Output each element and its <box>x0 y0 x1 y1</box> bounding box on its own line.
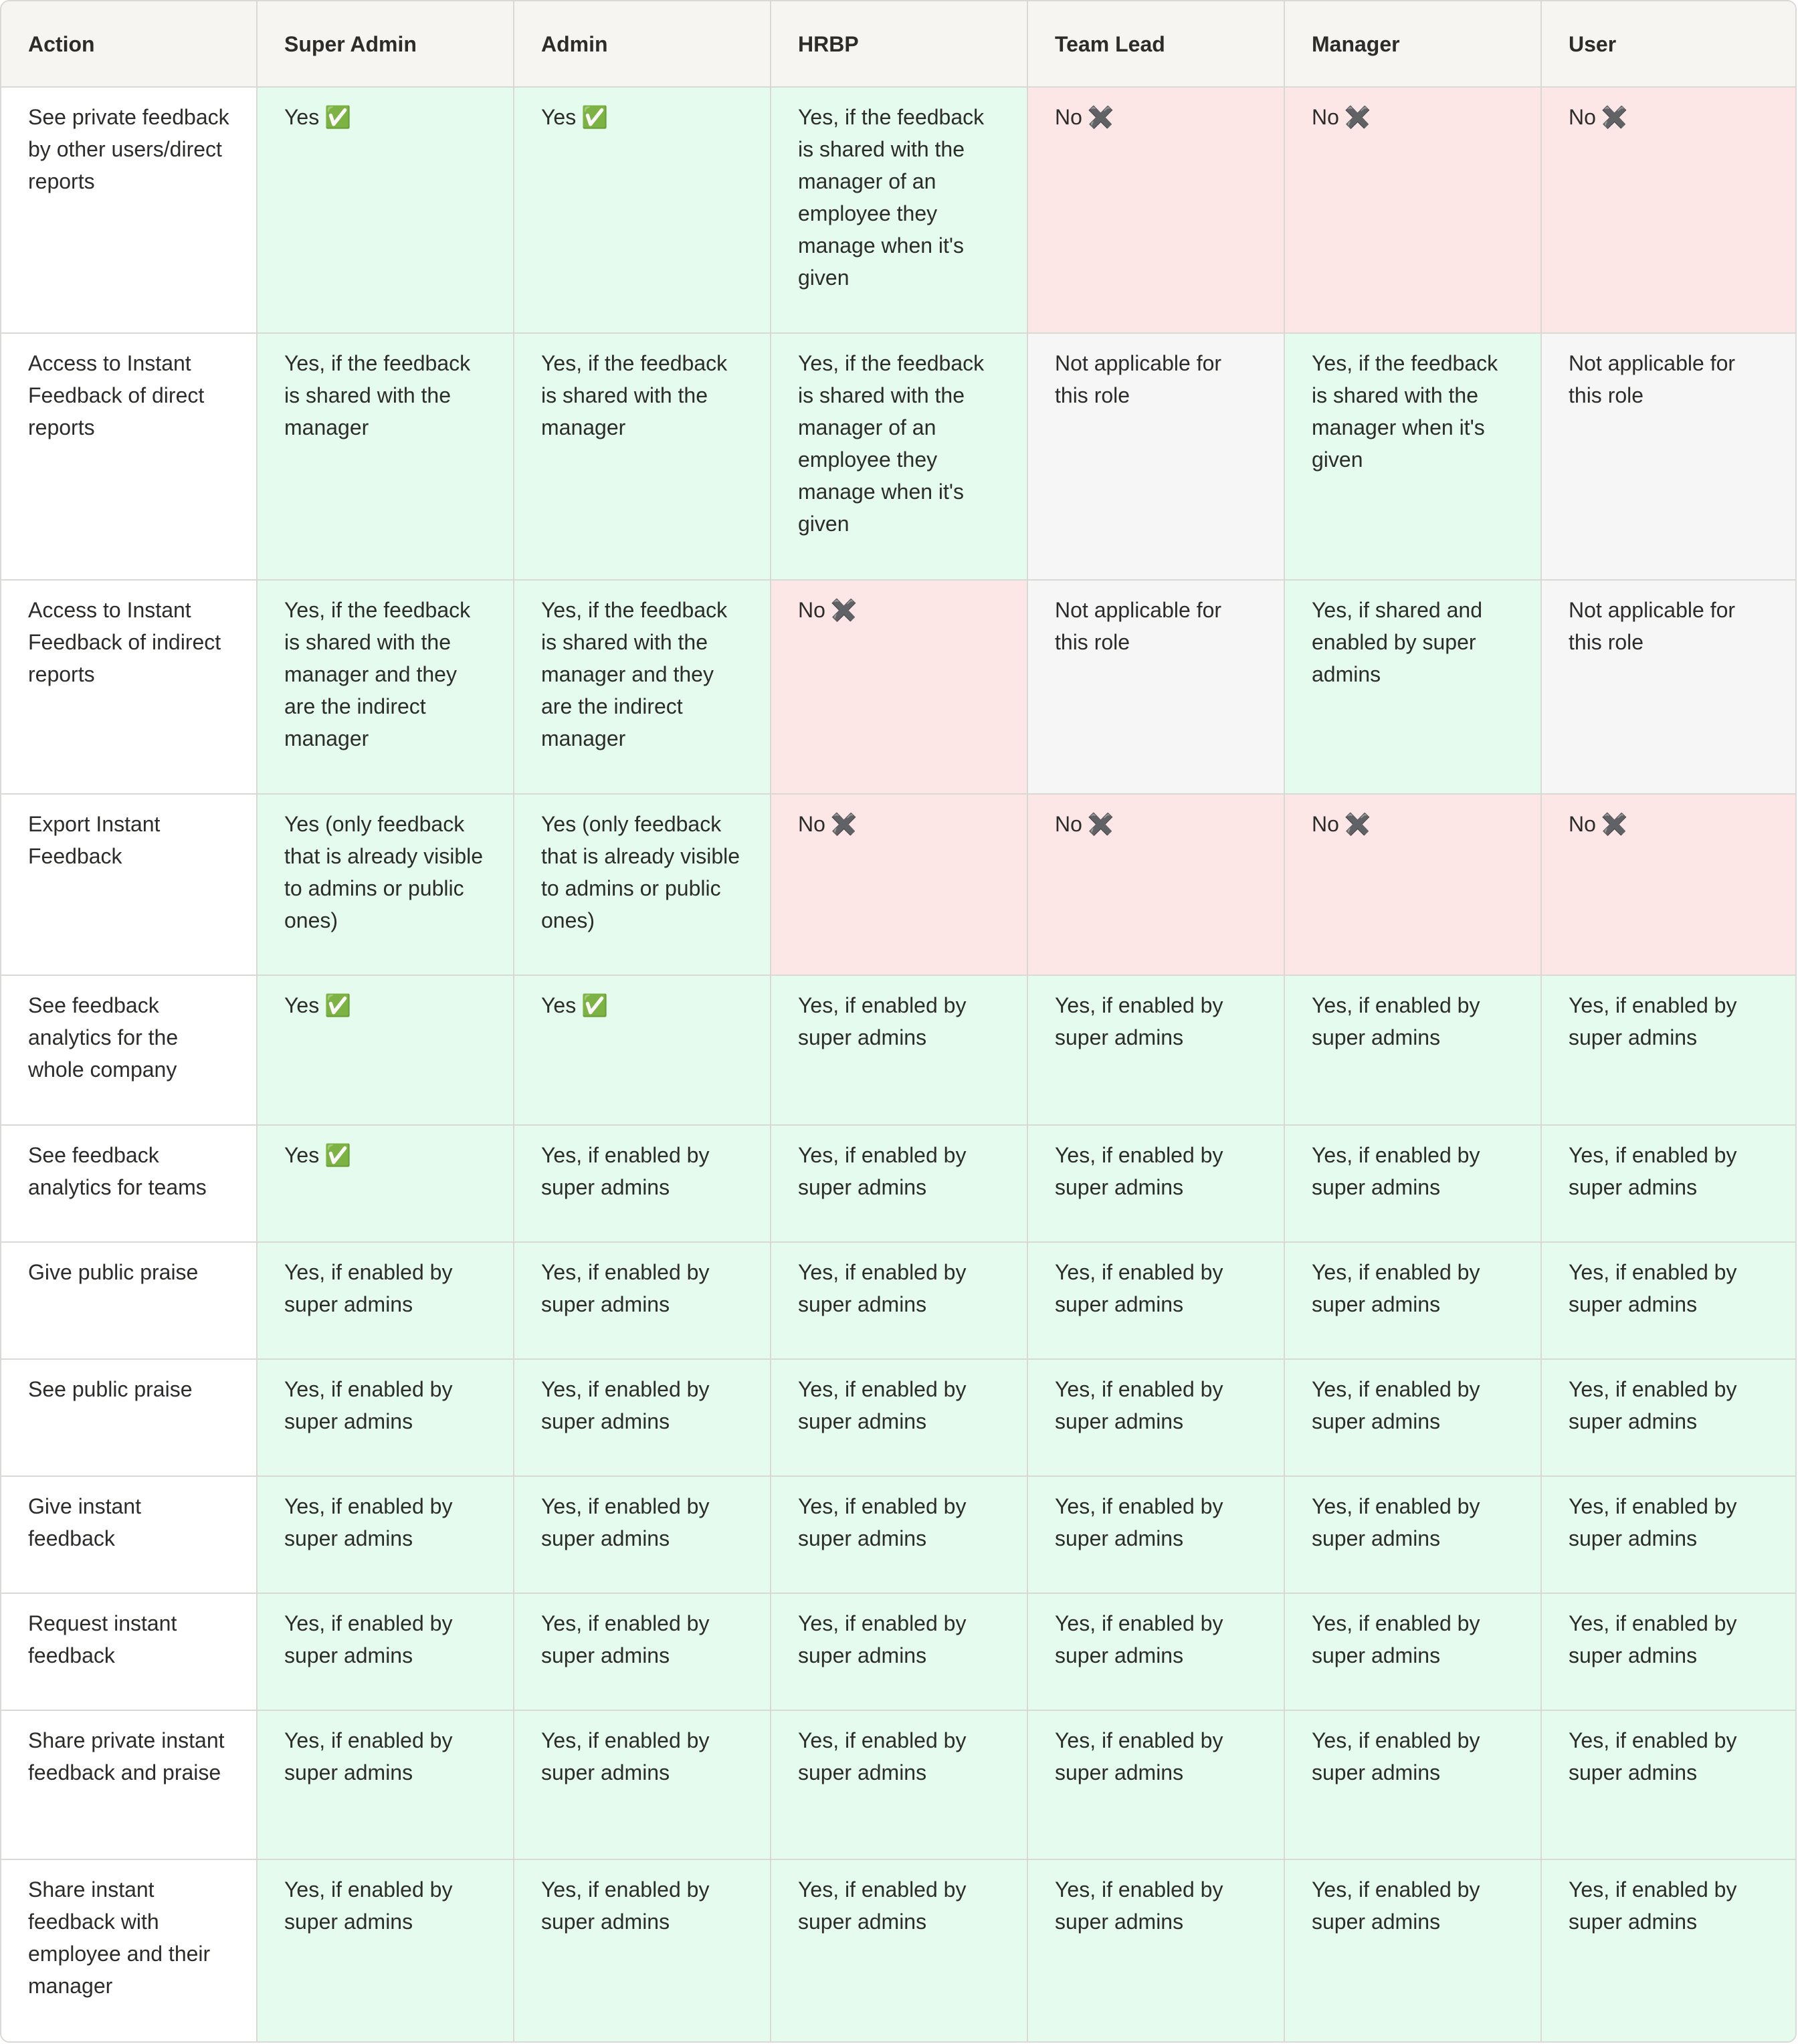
permission-text: Yes <box>284 1142 320 1167</box>
permission-text: No <box>1569 811 1596 836</box>
permission-cell-manager <box>1284 1242 1541 1359</box>
action-label: Share private instant feedback and praise <box>28 1728 225 1784</box>
permission-text: Yes, if enabled by super admins <box>541 1611 710 1667</box>
permission-text: Yes, if enabled by super admins <box>1312 1142 1480 1199</box>
permission-text: Yes, if enabled by super admins <box>1055 1494 1223 1550</box>
table-header <box>1 1 1797 87</box>
permission-cell-manager <box>1284 580 1541 794</box>
permission-cell-hrbp <box>771 1593 1027 1710</box>
permission-cell-team-lead <box>1027 975 1284 1124</box>
permission-cell-team-lead <box>1027 1242 1284 1359</box>
permission-text: Yes, if enabled by super admins <box>1312 993 1480 1050</box>
permission-text: Yes, if enabled by super admins <box>284 1376 453 1433</box>
permission-text: Yes, if enabled by super admins <box>1569 1259 1737 1316</box>
permission-text: Yes <box>284 993 320 1018</box>
permission-text: Yes, if the feedback is shared with the manager and they are the indirect manager <box>284 597 471 750</box>
permission-cell-manager <box>1284 87 1541 333</box>
permission-cell-admin <box>514 1476 771 1593</box>
check-mark-icon: ✅ <box>324 993 352 1018</box>
permission-text: Yes, if enabled by super admins <box>1055 1611 1223 1667</box>
permission-cell-team-lead <box>1027 87 1284 333</box>
column-header-team-lead: Team Lead <box>1027 1 1284 87</box>
check-mark-icon: ✅ <box>581 993 609 1018</box>
permission-text: Yes, if enabled by super admins <box>1569 1142 1737 1199</box>
permission-cell-manager <box>1284 1593 1541 1710</box>
permission-text: Yes, if the feedback is shared with the manager when it's given <box>1312 351 1498 472</box>
permission-cell-super-admin <box>257 1710 514 1859</box>
column-header-hrbp: HRBP <box>771 1 1027 87</box>
action-label: Give public praise <box>28 1259 199 1284</box>
permission-cell-super-admin <box>257 580 514 794</box>
permission-text: Yes, if enabled by super admins <box>1312 1376 1480 1433</box>
permission-text: Yes, if enabled by super admins <box>798 1142 967 1199</box>
permission-text: Yes, if the feedback is shared with the manager of an employee they manage when it's given <box>798 105 985 290</box>
permission-cell-user <box>1541 1359 1797 1476</box>
permission-text: No <box>798 811 825 836</box>
permission-text: Yes <box>541 993 577 1018</box>
permission-cell-super-admin <box>257 1859 514 2041</box>
permission-cell-team-lead <box>1027 333 1284 579</box>
permission-text: No <box>1055 811 1082 836</box>
table-row <box>1 1125 1797 1242</box>
permission-text: No <box>1312 811 1339 836</box>
table-row <box>1 975 1797 1124</box>
table-row <box>1 794 1797 976</box>
permission-text: Yes, if enabled by super admins <box>1569 1494 1737 1550</box>
permission-cell-team-lead <box>1027 1710 1284 1859</box>
action-cell <box>1 1593 257 1710</box>
action-cell <box>1 1242 257 1359</box>
permission-cell-admin <box>514 1710 771 1859</box>
cross-mark-icon: ✖️ <box>1344 811 1371 836</box>
header-row <box>1 1 1797 87</box>
permission-cell-hrbp <box>771 87 1027 333</box>
permission-cell-team-lead <box>1027 794 1284 976</box>
permission-text: Yes <box>284 105 320 129</box>
permission-cell-super-admin <box>257 333 514 579</box>
check-mark-icon: ✅ <box>324 1142 352 1167</box>
permission-cell-team-lead <box>1027 1125 1284 1242</box>
action-cell <box>1 1476 257 1593</box>
action-cell <box>1 1859 257 2041</box>
table-row <box>1 333 1797 579</box>
permission-cell-manager <box>1284 1859 1541 2041</box>
permission-cell-team-lead <box>1027 1859 1284 2041</box>
permission-cell-manager <box>1284 1359 1541 1476</box>
permission-text: No <box>1312 105 1339 129</box>
permission-text: Yes, if enabled by super admins <box>798 993 967 1050</box>
permission-cell-hrbp <box>771 1859 1027 2041</box>
permission-cell-hrbp <box>771 580 1027 794</box>
cross-mark-icon: ✖️ <box>1601 811 1628 836</box>
permission-text: Yes, if enabled by super admins <box>284 1259 453 1316</box>
permission-cell-super-admin <box>257 1242 514 1359</box>
permission-cell-manager <box>1284 333 1541 579</box>
permission-text: Yes, if enabled by super admins <box>1312 1611 1480 1667</box>
action-cell <box>1 975 257 1124</box>
action-label: See private feedback by other users/direct reports <box>28 105 229 193</box>
action-cell <box>1 794 257 976</box>
action-label: Request instant feedback <box>28 1611 177 1667</box>
permission-cell-admin <box>514 1359 771 1476</box>
action-label: Access to Instant Feedback of direct reports <box>28 351 205 440</box>
cross-mark-icon: ✖️ <box>1087 105 1114 129</box>
permission-text: Yes, if the feedback is shared with the manager of an employee they manage when it's given <box>798 351 985 536</box>
permission-text: Yes, if enabled by super admins <box>1055 993 1223 1050</box>
permission-text: Yes <box>541 105 577 129</box>
permission-text: Yes, if enabled by super admins <box>1055 1877 1223 1934</box>
action-cell <box>1 1710 257 1859</box>
column-header-action: Action <box>1 1 257 87</box>
permission-cell-hrbp <box>771 1359 1027 1476</box>
permission-cell-hrbp <box>771 1476 1027 1593</box>
permission-cell-manager <box>1284 794 1541 976</box>
permission-cell-super-admin <box>257 1359 514 1476</box>
permission-cell-super-admin <box>257 1125 514 1242</box>
permission-text: Yes, if enabled by super admins <box>1312 1494 1480 1550</box>
permission-text: Yes, if the feedback is shared with the manager <box>541 351 728 440</box>
permission-text: Yes, if enabled by super admins <box>798 1728 967 1784</box>
permission-text: No <box>1569 105 1596 129</box>
permission-cell-super-admin <box>257 1476 514 1593</box>
table-row <box>1 1859 1797 2041</box>
permission-text: Yes, if enabled by super admins <box>1055 1728 1223 1784</box>
action-label: See feedback analytics for the whole company <box>28 993 179 1082</box>
permission-cell-super-admin <box>257 975 514 1124</box>
permission-text: Yes, if enabled by super admins <box>798 1376 967 1433</box>
permission-cell-admin <box>514 975 771 1124</box>
permission-cell-team-lead <box>1027 1593 1284 1710</box>
permission-cell-manager <box>1284 1476 1541 1593</box>
action-cell <box>1 87 257 333</box>
permission-text: Yes, if enabled by super admins <box>798 1877 967 1934</box>
permission-text: Yes, if enabled by super admins <box>1055 1376 1223 1433</box>
permission-text: Yes, if enabled by super admins <box>798 1259 967 1316</box>
permission-text: Not applicable for this role <box>1569 597 1736 654</box>
table-row <box>1 1359 1797 1476</box>
permission-text: Yes, if enabled by super admins <box>798 1494 967 1550</box>
permission-text: No <box>798 597 825 622</box>
permission-cell-admin <box>514 794 771 976</box>
permission-text: Yes, if enabled by super admins <box>541 1494 710 1550</box>
permission-cell-manager <box>1284 1710 1541 1859</box>
action-label: Access to Instant Feedback of indirect reports <box>28 597 221 686</box>
permission-cell-hrbp <box>771 1125 1027 1242</box>
permission-cell-super-admin <box>257 87 514 333</box>
permission-cell-hrbp <box>771 975 1027 1124</box>
permission-text: Yes (only feedback that is already visible to admins or public ones) <box>284 811 484 932</box>
table-body <box>1 87 1797 2041</box>
table-row <box>1 87 1797 333</box>
permission-cell-user <box>1541 1242 1797 1359</box>
permission-text: Yes, if enabled by super admins <box>1569 1877 1737 1934</box>
permission-text: Yes, if enabled by super admins <box>1569 993 1737 1050</box>
permission-text: Yes, if enabled by super admins <box>1312 1259 1480 1316</box>
permission-text: Not applicable for this role <box>1569 351 1736 408</box>
permission-text: Yes, if enabled by super admins <box>284 1611 453 1667</box>
permission-text: Yes (only feedback that is already visible to admins or public ones) <box>541 811 740 932</box>
permission-text: Yes, if enabled by super admins <box>1569 1376 1737 1433</box>
permission-text: No <box>1055 105 1082 129</box>
action-label: See public praise <box>28 1376 193 1401</box>
action-label: Share instant feedback with employee and their manager <box>28 1877 211 1999</box>
action-cell <box>1 1125 257 1242</box>
permission-text: Yes, if enabled by super admins <box>1569 1728 1737 1784</box>
permission-text: Yes, if enabled by super admins <box>284 1728 453 1784</box>
permissions-table <box>1 1 1797 2041</box>
permission-cell-user <box>1541 1859 1797 2041</box>
permission-cell-user <box>1541 580 1797 794</box>
permission-text: Yes, if enabled by super admins <box>541 1877 710 1934</box>
column-header-super-admin: Super Admin <box>257 1 514 87</box>
permission-text: Yes, if enabled by super admins <box>284 1494 453 1550</box>
table-row <box>1 1242 1797 1359</box>
cross-mark-icon: ✖️ <box>1601 105 1628 129</box>
action-cell <box>1 580 257 794</box>
cross-mark-icon: ✖️ <box>830 597 858 622</box>
permission-cell-user <box>1541 87 1797 333</box>
permission-text: Yes, if enabled by super admins <box>1569 1611 1737 1667</box>
permission-cell-hrbp <box>771 1242 1027 1359</box>
permission-cell-admin <box>514 1242 771 1359</box>
cross-mark-icon: ✖️ <box>1087 811 1114 836</box>
table-row <box>1 580 1797 794</box>
permission-cell-user <box>1541 794 1797 976</box>
permission-text: Yes, if the feedback is shared with the manager <box>284 351 471 440</box>
permission-cell-team-lead <box>1027 1476 1284 1593</box>
permission-cell-manager <box>1284 975 1541 1124</box>
permission-cell-admin <box>514 1125 771 1242</box>
permission-text: Yes, if enabled by super admins <box>798 1611 967 1667</box>
permission-text: Yes, if enabled by super admins <box>1055 1259 1223 1316</box>
permission-cell-hrbp <box>771 333 1027 579</box>
permission-cell-hrbp <box>771 794 1027 976</box>
permission-text: Yes, if enabled by super admins <box>541 1142 710 1199</box>
permission-text: Yes, if enabled by super admins <box>1312 1728 1480 1784</box>
permission-text: Not applicable for this role <box>1055 351 1222 408</box>
table-row <box>1 1476 1797 1593</box>
check-mark-icon: ✅ <box>324 105 352 129</box>
column-header-manager: Manager <box>1284 1 1541 87</box>
permission-text: Yes, if shared and enabled by super admins <box>1312 597 1482 686</box>
permission-cell-user <box>1541 1710 1797 1859</box>
permission-cell-manager <box>1284 1125 1541 1242</box>
check-mark-icon: ✅ <box>581 105 609 129</box>
permission-cell-admin <box>514 333 771 579</box>
permission-cell-admin <box>514 580 771 794</box>
permission-cell-user <box>1541 975 1797 1124</box>
permission-cell-super-admin <box>257 794 514 976</box>
permission-cell-hrbp <box>771 1710 1027 1859</box>
table-row <box>1 1710 1797 1859</box>
permission-text: Yes, if enabled by super admins <box>284 1877 453 1934</box>
permission-text: Yes, if enabled by super admins <box>541 1728 710 1784</box>
permission-cell-admin <box>514 1593 771 1710</box>
permission-text: Not applicable for this role <box>1055 597 1222 654</box>
cross-mark-icon: ✖️ <box>1344 105 1371 129</box>
permission-cell-super-admin <box>257 1593 514 1710</box>
permission-cell-team-lead <box>1027 1359 1284 1476</box>
column-header-user: User <box>1541 1 1797 87</box>
action-label: See feedback analytics for teams <box>28 1142 207 1199</box>
column-header-admin: Admin <box>514 1 771 87</box>
action-cell <box>1 333 257 579</box>
permission-cell-admin <box>514 87 771 333</box>
action-cell <box>1 1359 257 1476</box>
permission-cell-user <box>1541 1593 1797 1710</box>
permission-cell-team-lead <box>1027 580 1284 794</box>
permission-cell-admin <box>514 1859 771 2041</box>
permission-cell-user <box>1541 333 1797 579</box>
permission-text: Yes, if enabled by super admins <box>541 1259 710 1316</box>
permission-text: Yes, if enabled by super admins <box>1055 1142 1223 1199</box>
action-label: Export Instant Feedback <box>28 811 161 868</box>
permission-text: Yes, if enabled by super admins <box>541 1376 710 1433</box>
cross-mark-icon: ✖️ <box>830 811 858 836</box>
table-row <box>1 1593 1797 1710</box>
action-label: Give instant feedback <box>28 1494 141 1550</box>
permission-text: Yes, if enabled by super admins <box>1312 1877 1480 1934</box>
permission-text: Yes, if the feedback is shared with the manager and they are the indirect manager <box>541 597 728 750</box>
permission-cell-user <box>1541 1476 1797 1593</box>
permission-cell-user <box>1541 1125 1797 1242</box>
